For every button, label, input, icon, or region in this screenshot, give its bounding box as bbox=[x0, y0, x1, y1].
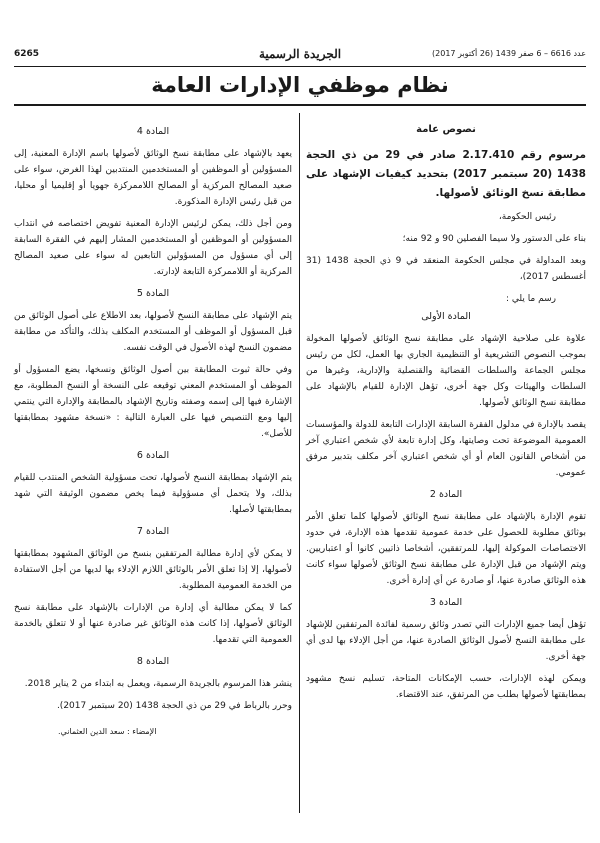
right-column bbox=[306, 122, 586, 709]
article-paragraph: ينشر هذا المرسوم بالجريدة الرسمية، ويعمل به ابتداء من 2 يناير 2018. bbox=[24, 679, 292, 689]
header-rule bbox=[14, 66, 586, 67]
left-column bbox=[14, 122, 292, 740]
journal-title: الجريدة الرسمية bbox=[258, 47, 342, 61]
column-divider bbox=[299, 113, 300, 813]
article-paragraph: يقصد بالإدارة في مدلول الفقرة السابقة الإدارات التابعة للدولة والمؤسسات العمومية الموضوعة تحت وصايتها، وكل إدارة تابعة لأي شخص اعتباري آخر من أشخاص القانون العام أو أي شخص اعتباري آخر مكلف بتدبير مرفق عمومي. bbox=[306, 420, 586, 478]
article-heading: المادة الأولى bbox=[421, 311, 471, 322]
page-title: نظام موظفي الإدارات العامة bbox=[151, 73, 449, 97]
article-paragraph: يتم الإشهاد بمطابقة النسخ لأصولها، تحت مسؤولية الشخص المنتدب للقيام بذلك، ولا يتحمل أي مسؤولية فيما يخص مضمون الوثيقة التي شهد بمطابقتها لأصلها. bbox=[14, 473, 292, 515]
article-paragraph: ومن أجل ذلك، يمكن لرئيس الإدارة المعنية تفويض اختصاصه في انتداب المسؤولين أو الموظفين أو المستخدمين المشار إليهم في الفقرة السابقة إلى أي مسؤول من المسؤولين التابعين له سواء على صعيد المصالح المركزية أو اللاممركزة التابعة لإدارته. bbox=[14, 219, 292, 277]
preamble-head: رئيس الحكومة، bbox=[498, 212, 556, 222]
decree-title: مرسوم رقم 2.17.410 صادر في 29 من ذي الحجة 1438 (20 سبتمبر 2017) بتحديد كيفيات الإشهاد على مطابقة نسخ الوثائق لأصولها. bbox=[306, 149, 586, 199]
article-heading: المادة 7 bbox=[136, 526, 170, 537]
signature-line: الإمضاء : سعد الدين العثماني. bbox=[58, 727, 157, 736]
article-paragraph: يتم الإشهاد على مطابقة النسخ لأصولها، بعد الاطلاع على أصول الوثائق من قبل المسؤول أو الموظف أو المستخدم المكلف بذلك، والتأكد من مطابقة مضمون النسخ لهذه الأصول في الوقت نفسه. bbox=[14, 311, 292, 353]
article-paragraph: وفي حالة ثبوت المطابقة بين أصول الوثائق ونسخها، يضع المسؤول أو الموظف أو المستخدم المعني توقيعه على النسخة أو النسخ المطلوبة، مع الإشارة فيها إلى إسمه وصفته وتاريخ الإشهاد بالمطابقة والإدارة التي ينتمي إليها ومع التنصيص فيها على العبارة التالية : «نسخة مشهود بمطابقتها للأصل». bbox=[14, 365, 292, 439]
article-paragraph: يعهد بالإشهاد على مطابقة نسخ الوثائق لأصولها باسم الإدارة المعنية، إلى المسؤولين أو الموظفين أو المستخدمين المنتدبين لهذا الغرض، سواء على صعيد المصالح المركزية أو المصالح اللاممركزة جهويا أو إقليميا أو محليا، من قبل رئيس الإدارة المذكورة. bbox=[14, 149, 292, 207]
article-paragraph: علاوة على صلاحية الإشهاد على مطابقة نسخ الوثائق لأصولها المخولة بموجب النصوص التشريعية أو التنظيمية الجاري بها العمل، لكل من رئيس مجلس الجماعة والسلطات القضائية والقنصلية والإدارية، وغيرها من السلطات والهيئات وكل جهة أخرى، تؤهل الإدارة للقيام بالإشهاد على مطابقة نسخ الوثائق لأصولها. bbox=[306, 334, 586, 408]
closing-line: وحرر بالرباط في 29 من ذي الحجة 1438 (20 سبتمبر 2017). bbox=[56, 701, 292, 711]
decrees-line: رسم ما يلي : bbox=[505, 294, 556, 304]
article-paragraph: تقوم الإدارة بالإشهاد على مطابقة نسخ الوثائق لأصولها كلما تعلق الأمر بوثائق مطلوبة للحصول على خدمة عمومية تقدمها هذه الإدارة، في حدود الاختصاصات الموكولة إليها، للمرتفقين، أشخاصا ذاتيين كانوا أو اعتباريين. ويتم الإشهاد من قبل الإدارة على مطابقة نسخ الوثائق لأصولها سواء كانت هذه الوثائق صادرة عنها، أو صادرة عن أي إدارة أخرى. bbox=[306, 512, 586, 586]
preamble-paragraph: بناء على الدستور ولا سيما الفصلين 90 و 92 منه؛ bbox=[402, 234, 586, 244]
article-heading: المادة 8 bbox=[136, 656, 170, 667]
article-heading: المادة 5 bbox=[136, 288, 170, 299]
article-heading: المادة 3 bbox=[429, 597, 463, 608]
article-heading: المادة 4 bbox=[136, 126, 170, 137]
article-paragraph: ويمكن لهذه الإدارات، حسب الإمكانات المتاحة، تسليم نسخ مشهود بمطابقتها لأصولها بطلب من المرتفق، عند الاقتضاء. bbox=[306, 674, 586, 700]
article-heading: المادة 2 bbox=[429, 489, 463, 500]
article-paragraph: لا يمكن لأي إدارة مطالبة المرتفقين بنسخ من الوثائق المشهود بمطابقتها لأصولها، إلا إذا تعلق الأمر بالوثائق اللازم الإدلاء بها لديها من أجل الاستفادة من الخدمة العمومية المطلوبة. bbox=[14, 549, 292, 591]
title-rule bbox=[14, 104, 586, 106]
section-heading: نصوص عامة bbox=[416, 124, 476, 135]
running-header bbox=[14, 49, 586, 65]
article-paragraph: كما لا يمكن مطالبة أي إدارة من الإدارات بالإشهاد على مطابقة نسخ الوثائق لأصولها، إذا كانت هذه الوثائق غير صادرة عنها أو لا تتعلق بالخدمة العمومية التي تقدمها. bbox=[14, 603, 292, 645]
article-paragraph: تؤهل أيضا جميع الإدارات التي تصدر وثائق رسمية لفائدة المرتفقين للإشهاد على مطابقة النسخ لأصول الوثائق الصادرة عنها، من أجل الإدلاء بها لدى أي جهة أخرى. bbox=[306, 620, 586, 662]
article-heading: المادة 6 bbox=[136, 450, 170, 461]
page-number: 6265 bbox=[14, 49, 40, 59]
preamble-paragraph: وبعد المداولة في مجلس الحكومة المنعقد في 9 ذي الحجة 1438 (31 أغسطس 2017)، bbox=[306, 256, 586, 282]
issue-line: عدد 6616 – 6 صفر 1439 (26 أكتوبر 2017) bbox=[432, 49, 586, 58]
